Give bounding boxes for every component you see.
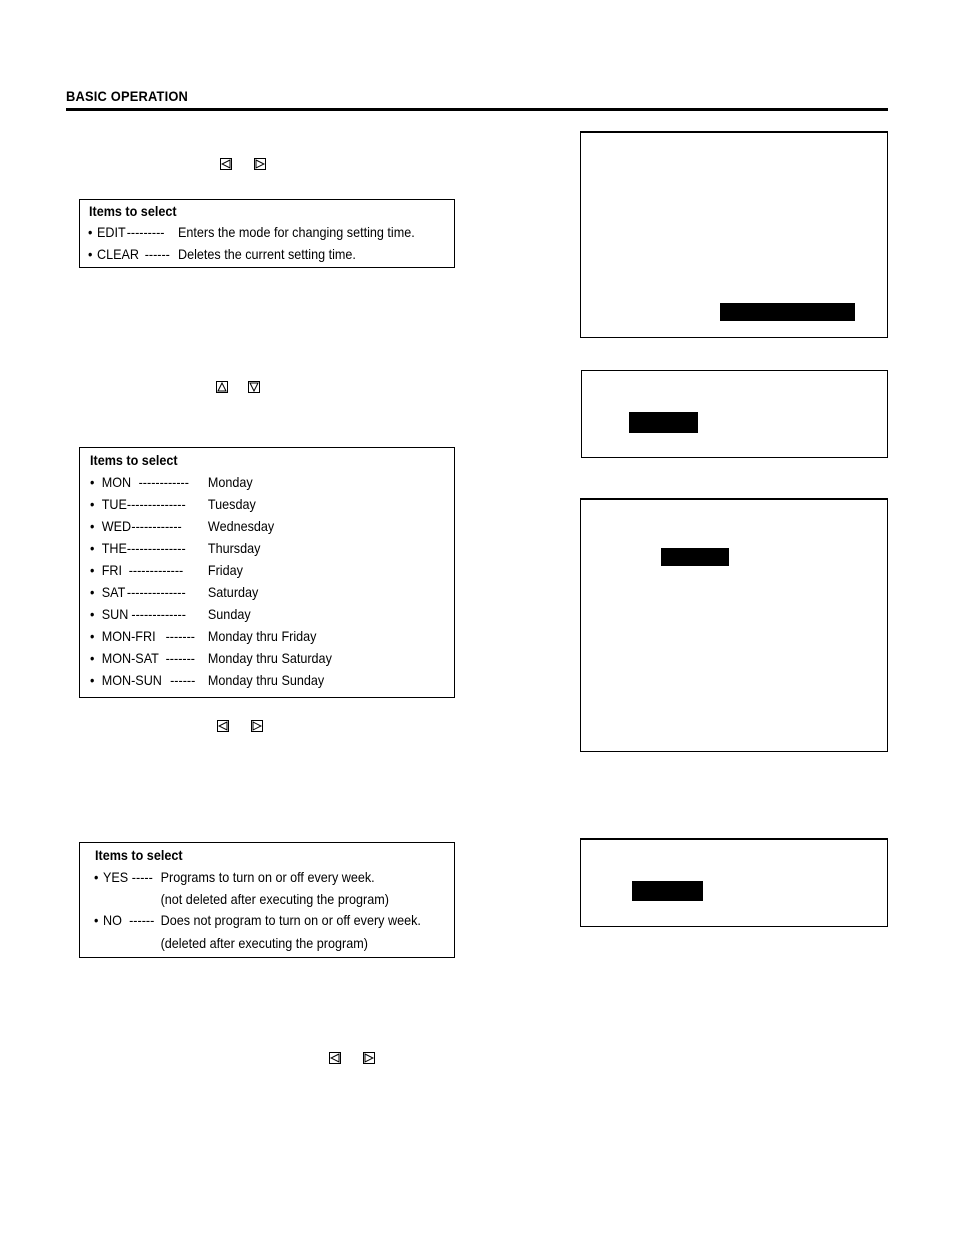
item-code: NO — [103, 912, 122, 928]
item-dashes: ------ — [129, 912, 155, 928]
item-description: Monday thru Saturday — [207, 650, 332, 666]
item-description: Does not program to turn on or off every week. — [160, 912, 421, 928]
item-description: Monday thru Friday — [207, 628, 317, 644]
item-code: CLEAR — [97, 246, 140, 262]
items-to-select-box-days: Items to select • MON ------------ Monday • TUE -------------- Tuesday • WED ------------ Wednesday • THE -------------- Thursday • FRI ------------- Friday • SAT -------------- Saturday • SUN ------------- Sunday • MON-FRI ------- Monday thru Friday • MON-SAT ------- Monday thru Saturday • MON-SUN ------ Monday thru Sunday — [79, 447, 455, 698]
items-to-select-box-edit: Items to select • EDIT --------- Enters the mode for changing setting time. • CLEAR ------ Deletes the current setting time. — [79, 199, 455, 268]
right-triangle-icon — [251, 720, 263, 732]
left-triangle-icon — [217, 720, 229, 732]
screen-display-3 — [580, 498, 888, 752]
item-code: MON — [101, 474, 132, 490]
item-code: MON-FRI — [101, 628, 156, 644]
box-title: Items to select — [90, 452, 178, 468]
items-to-select-box-repeat: Items to select • YES ----- Programs to turn on or off every week. (not deleted after executing the program) • NO ------ Does not program to turn on or off every week. (deleted after executing the program) — [79, 842, 455, 958]
down-triangle-icon — [248, 381, 260, 393]
box-title: Items to select — [95, 847, 183, 863]
highlight-bar — [629, 412, 698, 433]
item-dashes: ------------ — [138, 474, 189, 490]
screen-display-4 — [580, 838, 888, 927]
item-code: TUE — [101, 496, 127, 512]
item-code: YES — [103, 869, 129, 885]
item-description-note: (deleted after executing the program) — [160, 935, 368, 951]
item-description: Programs to turn on or off every week. — [160, 869, 375, 885]
item-dashes: ------------ — [131, 518, 182, 534]
item-description: Enters the mode for changing setting time. — [178, 224, 415, 240]
page-section-title: BASIC OPERATION — [66, 88, 189, 104]
header-rule — [66, 108, 888, 111]
item-description: Saturday — [207, 584, 259, 600]
item-description: Monday — [207, 474, 253, 490]
item-dashes: ------------- — [131, 606, 186, 622]
item-dashes: ------ — [170, 672, 196, 688]
up-triangle-icon — [216, 381, 228, 393]
highlight-bar — [632, 881, 703, 901]
box-title: Items to select — [89, 203, 177, 219]
item-dashes: -------------- — [126, 540, 186, 556]
item-code: EDIT — [97, 224, 126, 240]
highlight-bar — [720, 303, 855, 321]
left-triangle-icon — [220, 158, 232, 170]
item-dashes: ----- — [131, 869, 153, 885]
left-triangle-icon — [329, 1052, 341, 1064]
item-dashes: --------- — [126, 224, 165, 240]
item-description-note: (not deleted after executing the program) — [160, 891, 389, 907]
screen-display-1 — [580, 131, 888, 338]
item-code: THE — [101, 540, 127, 556]
item-dashes: ------- — [165, 628, 195, 644]
item-description: Tuesday — [207, 496, 256, 512]
right-triangle-icon — [363, 1052, 375, 1064]
item-code: MON-SUN — [101, 672, 162, 688]
item-description: Friday — [207, 562, 243, 578]
item-code: SAT — [101, 584, 126, 600]
item-description: Sunday — [207, 606, 251, 622]
item-code: WED — [101, 518, 132, 534]
right-triangle-icon — [254, 158, 266, 170]
item-code: FRI — [101, 562, 123, 578]
item-description: Wednesday — [207, 518, 275, 534]
item-description: Deletes the current setting time. — [178, 246, 356, 262]
item-description: Monday thru Sunday — [207, 672, 325, 688]
item-description: Thursday — [207, 540, 261, 556]
item-dashes: -------------- — [126, 496, 186, 512]
item-dashes: ------------- — [128, 562, 184, 578]
item-code: SUN — [101, 606, 129, 622]
screen-display-2 — [581, 370, 888, 458]
item-dashes: -------------- — [126, 584, 186, 600]
highlight-bar — [661, 548, 729, 566]
item-code: MON-SAT — [101, 650, 159, 666]
item-dashes: ------- — [165, 650, 195, 666]
item-dashes: ------ — [144, 246, 170, 262]
